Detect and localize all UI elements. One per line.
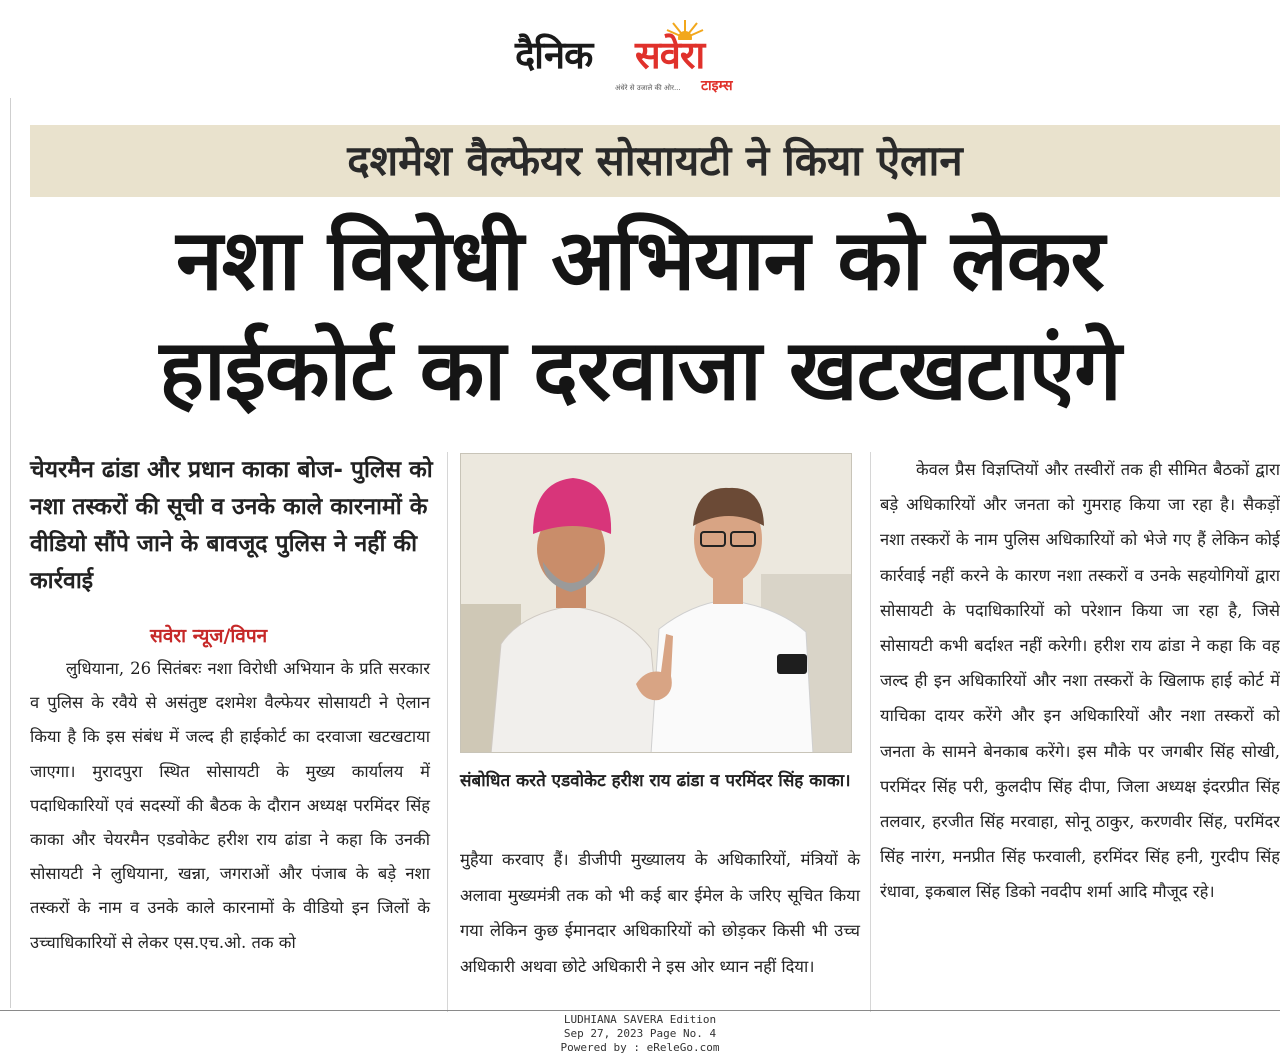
footer-edition: LUDHIANA SAVERA Edition	[563, 1013, 717, 1026]
subheadline: चेयरमैन ढांडा और प्रधान काका बोज- पुलिस को नशा तस्करों की सूची व उनके काले कारनामों के वीडियो सौंपे जाने के बावजूद पुलिस ने नहीं की कार्रवाई	[30, 457, 433, 594]
byline: सवेरा न्यूज/विपन	[150, 625, 268, 647]
logo-word-savera: सवेरा	[635, 33, 705, 77]
footer-rule	[0, 1010, 1280, 1011]
kicker-text: दशमेश वैल्फेयर सोसायटी ने किया ऐलान	[347, 136, 963, 185]
footer-date-page: Sep 27, 2023 Page No. 4	[563, 1027, 717, 1040]
newspaper-logo[interactable]	[515, 10, 775, 94]
headline	[0, 205, 1280, 425]
footer-powered-by[interactable]: Powered by : eReleGo.com	[560, 1041, 720, 1054]
article-column-right: केवल प्रैस विज्ञप्तियों और तस्वीरों तक ही सीमित बैठकों द्वारा बड़े अधिकारियों और जनता को गुमराह किया जा रहा है। सैकड़ों नशा तस्करों के नाम पुलिस अधिकारियों को भेजे गए हैं लेकिन कोई कार्रवाई नहीं करने के कारण नशा तस्करों व उनके सहयोगियों द्वारा सोसायटी के पदाधिकारियों को परेशान किया जा रहा है, जिसे सोसायटी कभी बर्दाश्त नहीं करेगी। हरीश राय ढांडा ने कहा कि वह जल्द ही इन अधिकारियों और नशा तस्करों के खिलाफ हाई कोर्ट में याचिका दायर करेंगे और इन अधिकारियों और नशा तस्करों को जनता के सामने बेनकाब करेंगे। इस मौके पर जगबीर सिंह सोखी, परमिंदर सिंह परी, कुलदीप सिंह दीपा, जिला अध्यक्ष इंदरप्रीत सिंह तलवार, हरजीत सिंह मरवाहा, सोनू ठाकुर, करणवीर सिंह, परमिंदर सिंह नारंग, मनप्रीत सिंह फरवाली, हरमिंदर सिंह हनी, गुरदीप सिंह रंधावा, इकबाल सिंह डिको नवदीप शर्मा आदि मौजूद रहे।	[880, 460, 1280, 902]
article-photo[interactable]	[460, 453, 852, 753]
kicker-bar	[30, 125, 1280, 197]
logo-tagline: अंधेरे से उजाले की ओर...	[615, 84, 681, 92]
edition-footer	[0, 1013, 1280, 1055]
column-divider	[447, 452, 448, 1012]
logo-word-dainik: दैनिक	[515, 33, 593, 77]
article-column-middle: मुहैया करवाए हैं। डीजीपी मुख्यालय के अधिकारियों, मंत्रियों के अलावा मुख्यमंत्री तक को भी कई बार ईमेल के जरिए सूचित किया गया लेकिन कुछ ईमानदार अधिकारियों को छोड़कर किसी भी उच्च अधिकारी अथवा छोटे अधिकारी ने इस ओर ध्यान नहीं दिया।	[460, 850, 860, 976]
headline-line-1: नशा विरोधी अभियान को लेकर	[176, 211, 1104, 309]
article-column-left: लुधियाना, 26 सितंबरः नशा विरोधी अभियान के प्रति सरकार व पुलिस के रवैये से असंतुष्ट दशमेश वैल्फेयर सोसायटी ने ऐलान किया है कि इस संबंध में जल्द ही हाईकोर्ट का दरवाजा खटखटाया जाएगा। मुरादपुरा स्थित सोसायटी के मुख्य कार्यालय में पदाधिकारियों एवं सदस्यों की बैठक के दौरान अध्यक्ष परमिंदर सिंह काका और चेयरमैन एडवोकेट हरीश राय ढांडा ने कहा कि उनकी सोसायटी ने लुधियाना, खन्ना, जगराओं और पंजाब के बड़े नशा तस्करों के नाम व उनके काले कारनामों के वीडियो इन जिलों के उच्चाधिकारियों से लेकर एस.एच.ओ. तक को	[30, 659, 430, 952]
photo-caption: संबोधित करते एडवोकेट हरीश राय ढांडा व परमिंदर सिंह काका।	[460, 771, 851, 791]
masthead	[0, 0, 1280, 98]
photo-illustration	[461, 454, 852, 753]
headline-line-2: हाईकोर्ट का दरवाजा खटखटाएंगे	[159, 321, 1121, 419]
logo-times: टाइम्स	[701, 78, 733, 94]
column-divider	[870, 452, 871, 1012]
